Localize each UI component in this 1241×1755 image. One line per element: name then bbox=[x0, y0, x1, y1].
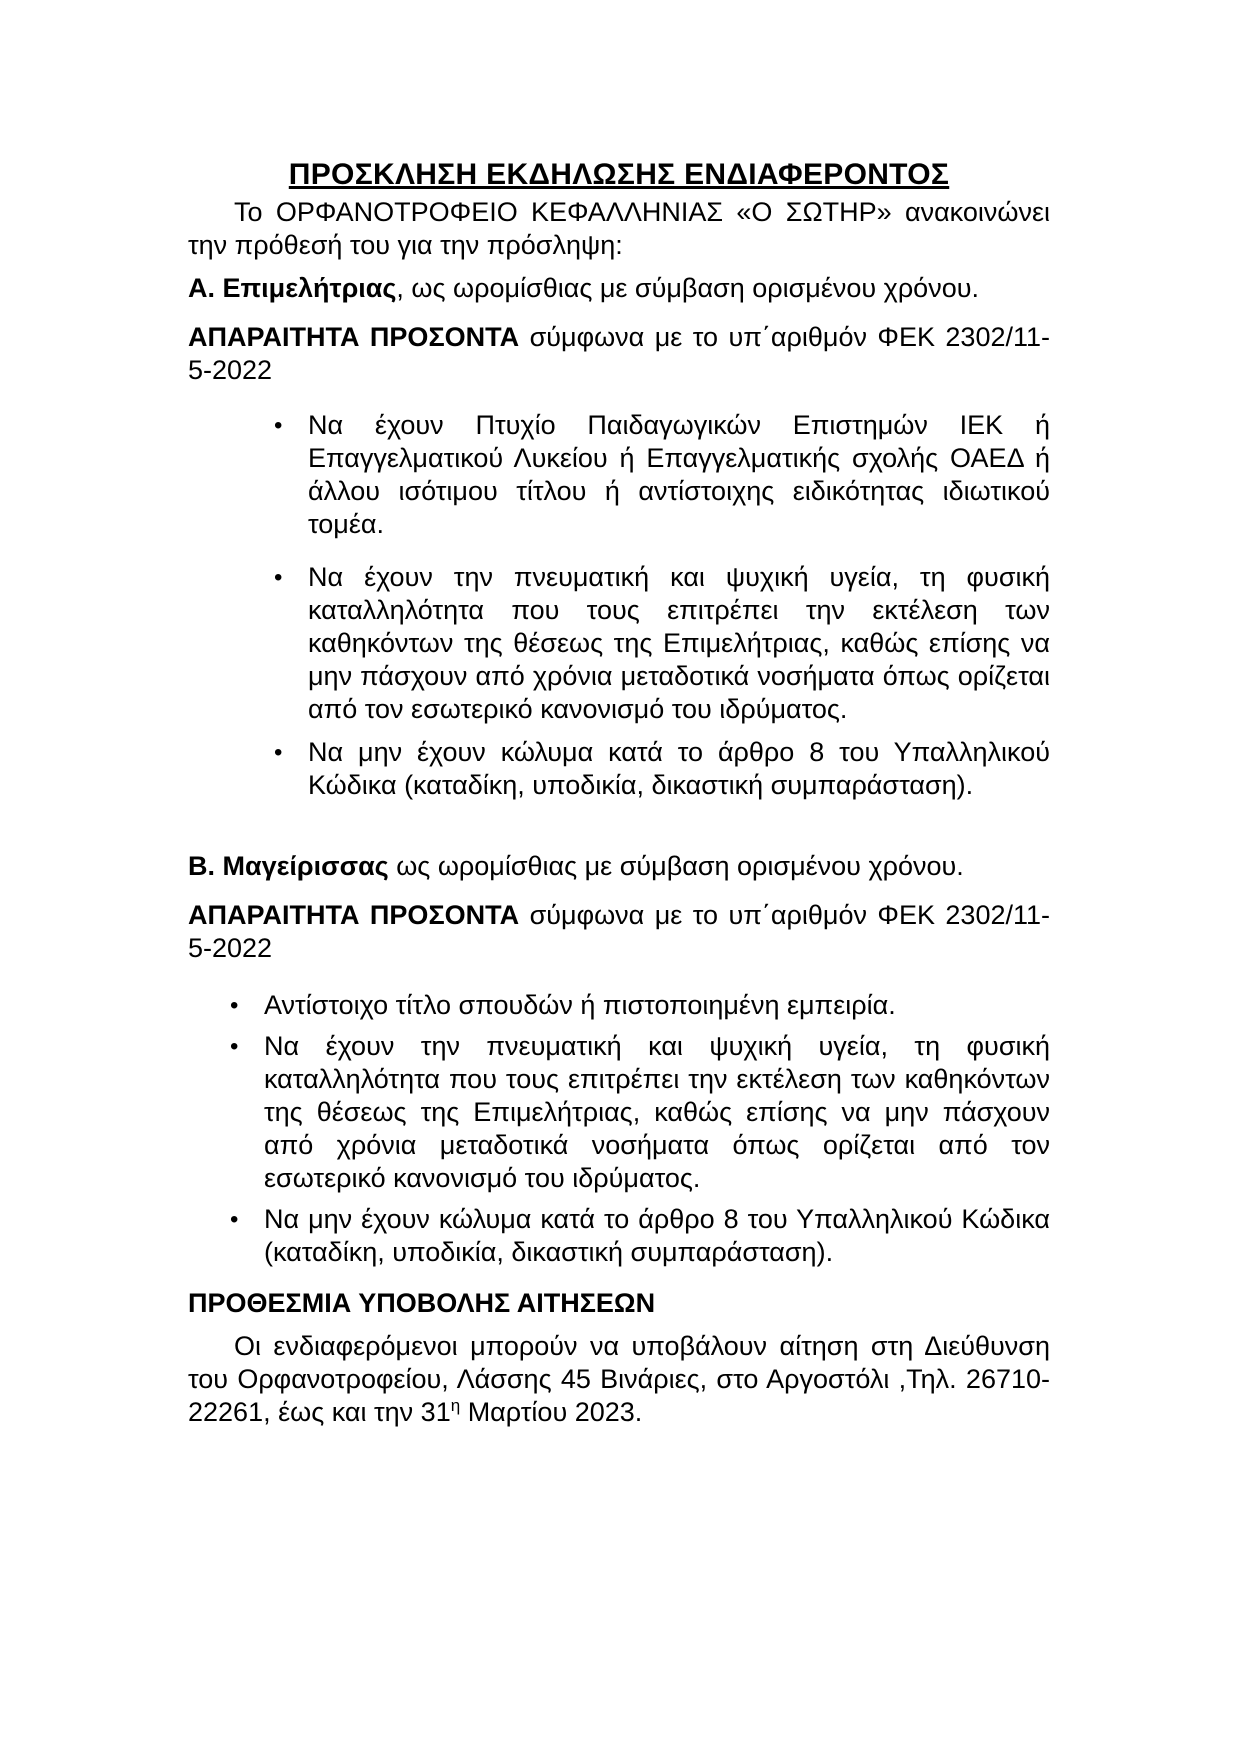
bullet-icon: • bbox=[230, 1033, 239, 1060]
list-item bbox=[274, 409, 1050, 541]
section-a-heading bbox=[188, 272, 1050, 305]
section-b-list bbox=[188, 989, 1050, 1269]
section-a-list bbox=[188, 409, 1050, 802]
bullet-icon: • bbox=[274, 412, 283, 439]
list-item-text: Αντίστοιχο τίτλο σπουδών ή πιστοποιημένη εμπειρία. bbox=[264, 990, 896, 1020]
section-b-requirements bbox=[188, 899, 1050, 965]
list-item-text: Να έχουν την πνευματική και ψυχική υγεία, τη φυσική καταλληλότητα που τους επιτρέπει την εκτέλεση των καθηκόντων της θέσεως της Επιμελήτριας, καθώς επίσης να μην πάσχουν από χρόνια μεταδοτικά νοσήματα όπως ορίζεται από τον εσωτερικό κανονισμό του ιδρύματος. bbox=[308, 562, 1050, 724]
section-b-heading bbox=[188, 850, 1050, 883]
deadline-paragraph bbox=[188, 1330, 1050, 1429]
list-item-text: Να μην έχουν κώλυμα κατά το άρθρο 8 του Υπαλληλικού Κώδικα (καταδίκη, υποδικία, δικαστική συμπαράσταση). bbox=[308, 737, 1050, 800]
list-item bbox=[274, 561, 1050, 726]
list-item-text: Να έχουν Πτυχίο Παιδαγωγικών Επιστημών ΙΕΚ ή Επαγγελματικού Λυκείου ή Επαγγελματικής σχολής ΟΑΕΔ ή άλλου ισότιμου τίτλου ή αντίστοιχης ειδικότητας ιδιωτικού τομέα. bbox=[308, 410, 1050, 539]
section-a-requirements bbox=[188, 321, 1050, 387]
bullet-icon: • bbox=[230, 992, 239, 1019]
intro-paragraph: Το ΟΡΦΑΝΟΤΡΟΦΕΙΟ ΚΕΦΑΛΛΗΝΙΑΣ «Ο ΣΩΤΗΡ» ανακοινώνει την πρόθεσή του για την πρόσληψη: bbox=[188, 197, 1050, 260]
section-b-requirements-label: ΑΠΑΡΑΙΤΗΤΑ ΠΡΟΣΟΝΤΑ bbox=[188, 900, 520, 930]
section-a-requirements-label: ΑΠΑΡΑΙΤΗΤΑ ΠΡΟΣΟΝΤΑ bbox=[188, 322, 520, 352]
document-page bbox=[188, 158, 1050, 1429]
list-item bbox=[230, 989, 1050, 1022]
section-a-text: , ως ωρομίσθιας με σύμβαση ορισμένου χρόνου. bbox=[396, 273, 979, 303]
list-item-text: Να έχουν την πνευματική και ψυχική υγεία, τη φυσική καταλληλότητα που τους επιτρέπει την εκτέλεση των καθηκόντων της θέσεως της Επιμελήτριας, καθώς επίσης να μην πάσχουν από χρόνια μεταδοτικά νοσήματα όπως ορίζεται από τον εσωτερικό κανονισμό του ιδρύματος. bbox=[264, 1031, 1050, 1193]
list-item bbox=[230, 1030, 1050, 1195]
bullet-icon: • bbox=[274, 739, 283, 766]
deadline-heading: ΠΡΟΘΕΣΜΙΑ ΥΠΟΒΟΛΗΣ ΑΙΤΗΣΕΩΝ bbox=[188, 1288, 656, 1318]
document-title: ΠΡΟΣΚΛΗΣΗ ΕΚΔΗΛΩΣΗΣ ΕΝΔΙΑΦΕΡΟΝΤΟΣ bbox=[288, 158, 950, 191]
section-b-requirements-text: σύμφωνα με το υπ΄αριθμόν ΦΕΚ 2302/11-5-2022 bbox=[188, 900, 1051, 963]
bullet-icon: • bbox=[274, 564, 283, 591]
deadline-text: Οι ενδιαφερόμενοι μπορούν να υποβάλουν αίτηση στη Διεύθυνση του Ορφανοτροφείου, Λάσσης 45 Βινάριες, στο Αργοστόλι ,Τηλ. 26710-22261, έως και την 31 bbox=[188, 1331, 1050, 1427]
list-item-text: Να μην έχουν κώλυμα κατά το άρθρο 8 του Υπαλληλικού Κώδικα (καταδίκη, υποδικία, δικαστική συμπαράσταση). bbox=[264, 1204, 1050, 1267]
bullet-icon: • bbox=[230, 1206, 239, 1233]
section-b-text: ως ωρομίσθιας με σύμβαση ορισμένου χρόνου. bbox=[388, 851, 964, 881]
list-item bbox=[230, 1203, 1050, 1269]
section-a-label: Α. Επιμελήτριας bbox=[188, 273, 397, 303]
section-a-requirements-text: σύμφωνα με το υπ΄αριθμόν ΦΕΚ 2302/11-5-2022 bbox=[188, 322, 1051, 385]
deadline-ordinal: η bbox=[450, 1396, 461, 1415]
deadline-date: Μαρτίου 2023. bbox=[460, 1397, 643, 1427]
list-item bbox=[274, 736, 1050, 802]
section-b-label: Β. Μαγείρισσας bbox=[188, 851, 389, 881]
